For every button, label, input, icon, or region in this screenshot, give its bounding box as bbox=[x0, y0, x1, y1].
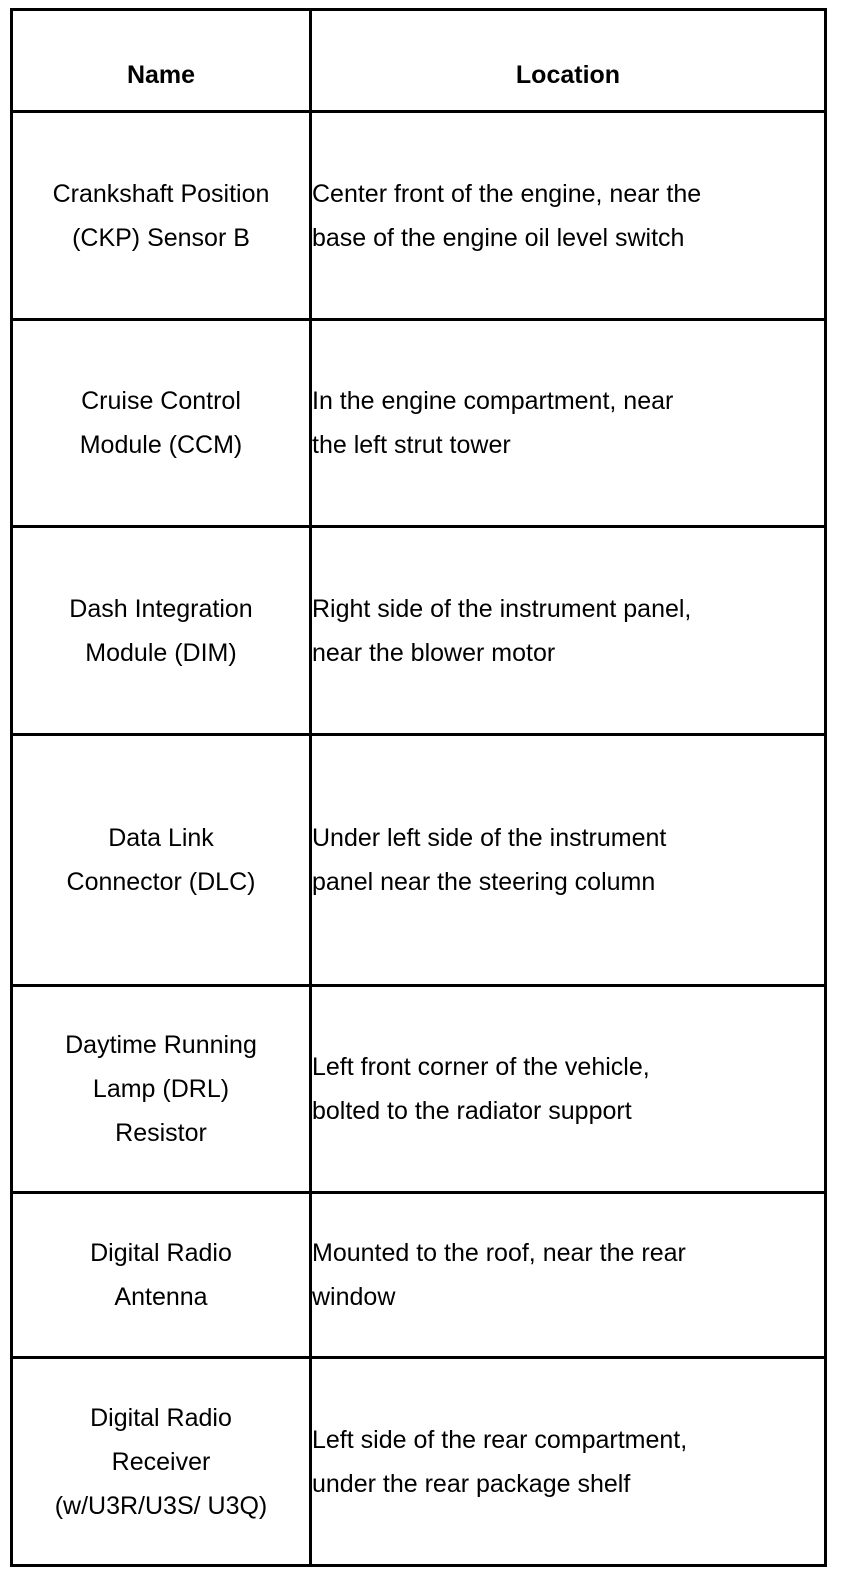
component-name-line: Receiver bbox=[111, 1447, 211, 1476]
component-name-line: Digital Radio bbox=[90, 1239, 232, 1267]
component-location-line: window bbox=[312, 1283, 396, 1311]
component-name-cell bbox=[12, 1193, 311, 1358]
component-location-line: panel near the steering column bbox=[312, 868, 656, 896]
component-location-line: In the engine compartment, near bbox=[312, 387, 674, 415]
component-name-line: Dash Integration bbox=[69, 594, 253, 623]
location-column-header: Location bbox=[311, 10, 826, 112]
component-name-line: Module (DIM) bbox=[85, 638, 237, 667]
component-location-line: bolted to the radiator support bbox=[312, 1097, 632, 1125]
component-location-cell bbox=[311, 527, 826, 735]
component-name-cell bbox=[12, 112, 311, 320]
component-name-line: Data Link bbox=[108, 824, 214, 852]
component-name-cell bbox=[12, 527, 311, 735]
table-row bbox=[12, 986, 826, 1193]
component-location-line: under the rear package shelf bbox=[312, 1469, 631, 1498]
component-location-line: Left side of the rear compartment, bbox=[312, 1425, 688, 1454]
component-locator-table bbox=[10, 8, 827, 1567]
component-name-line: Resistor bbox=[115, 1119, 207, 1147]
table-row bbox=[12, 112, 826, 320]
component-name-cell bbox=[12, 735, 311, 986]
component-name-line: Daytime Running bbox=[65, 1031, 257, 1059]
component-location-cell bbox=[311, 1193, 826, 1358]
component-location-cell bbox=[311, 986, 826, 1193]
table-row bbox=[12, 527, 826, 735]
table-row bbox=[12, 735, 826, 986]
component-location-line: Center front of the engine, near the bbox=[312, 179, 702, 208]
component-name-line: Lamp (DRL) bbox=[92, 1075, 230, 1103]
component-name-line: Module (CCM) bbox=[79, 431, 243, 459]
component-location-line: Mounted to the roof, near the rear bbox=[312, 1239, 686, 1267]
component-location-line: near the blower motor bbox=[312, 638, 556, 667]
component-name-line: Crankshaft Position bbox=[52, 179, 270, 208]
component-name-line: (CKP) Sensor B bbox=[72, 223, 250, 252]
component-name-line: Connector (DLC) bbox=[66, 868, 256, 896]
header-row bbox=[12, 10, 826, 112]
component-name-line: (w/U3R/U3S/ U3Q) bbox=[54, 1491, 268, 1520]
component-location-cell bbox=[311, 112, 826, 320]
component-location-line: Left front corner of the vehicle, bbox=[312, 1053, 650, 1081]
component-location-cell bbox=[311, 320, 826, 527]
component-name-cell bbox=[12, 1358, 311, 1566]
table-row bbox=[12, 320, 826, 527]
component-location-cell bbox=[311, 735, 826, 986]
component-name-line: Cruise Control bbox=[81, 387, 241, 415]
component-name-cell bbox=[12, 986, 311, 1193]
component-location-line: Under left side of the instrument bbox=[312, 824, 667, 852]
component-name-cell bbox=[12, 320, 311, 527]
component-location-line: the left strut tower bbox=[312, 431, 511, 459]
component-location-cell bbox=[311, 1358, 826, 1566]
name-column-header: Name bbox=[12, 10, 311, 112]
table-row bbox=[12, 1358, 826, 1566]
component-location-line: base of the engine oil level switch bbox=[312, 223, 685, 252]
component-name-line: Antenna bbox=[114, 1283, 208, 1311]
component-location-line: Right side of the instrument panel, bbox=[312, 594, 692, 623]
table-row bbox=[12, 1193, 826, 1358]
component-name-line: Digital Radio bbox=[90, 1403, 232, 1432]
